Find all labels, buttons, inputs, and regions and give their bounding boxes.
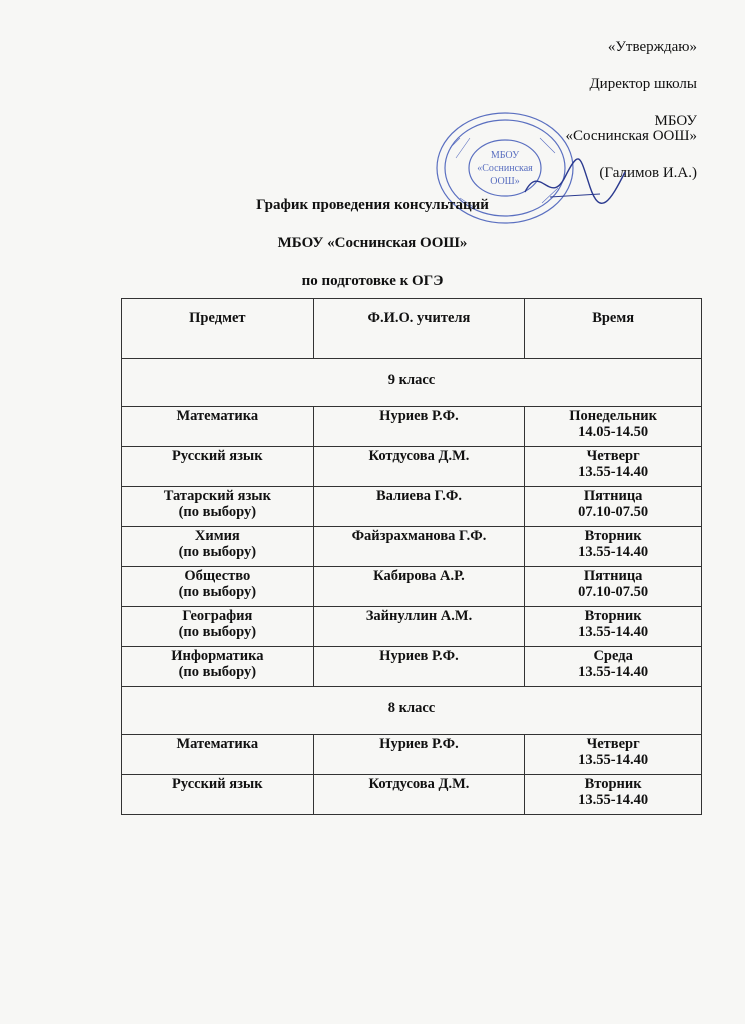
cell-time [525,567,702,607]
time-range: 13.55-14.40 [578,791,649,808]
approval-approve: «Утверждаю» [607,39,697,55]
cell-subject [122,487,314,527]
cell-subject [122,567,314,607]
cell-subject [122,527,314,567]
subject-line: География [182,608,253,624]
approval-school-line2: «Соснинская ООШ» [565,128,697,144]
time-day: Вторник [584,608,642,624]
time-range: 13.55-14.40 [578,623,649,640]
subject-line: Информатика [171,648,264,664]
stamp-text-1: МБОУ [490,150,520,161]
cell-teacher: Валиева Г.Ф. [313,487,525,527]
cell-subject [122,407,314,447]
cell-subject [122,775,314,815]
header-subject: Предмет [122,299,314,359]
time-day: Четверг [586,736,640,752]
title-line3: по подготовке к ОГЭ [301,273,444,289]
cell-teacher: Зайнуллин А.М. [313,607,525,647]
approval-school-line1: МБОУ [654,113,697,129]
stamp-text-3: ООШ» [490,176,520,187]
cell-teacher: Нуриев Р.Ф. [313,647,525,687]
table-row [122,567,702,607]
table-row [122,735,702,775]
title-line2: МБОУ «Соснинская ООШ» [277,235,468,251]
cell-time [525,775,702,815]
cell-time [525,735,702,775]
table-row [122,447,702,487]
time-day: Пятница [583,568,643,584]
subject-line: (по выбору) [178,583,257,600]
cell-time [525,487,702,527]
table-header-row [122,299,702,359]
cell-time [525,647,702,687]
section-row [122,687,702,735]
cell-subject [122,647,314,687]
document-title [0,197,745,311]
section-label: 8 класс [122,687,702,735]
cell-time [525,407,702,447]
table-row [122,775,702,815]
subject-line: Русский язык [172,776,263,792]
table-row [122,527,702,567]
subject-line: (по выбору) [178,663,257,680]
cell-subject [122,607,314,647]
title-line1: График проведения консультаций [256,197,489,213]
subject-line: Татарский язык [163,488,271,504]
approval-signature: (Галимов И.А.) [599,165,697,181]
cell-subject [122,735,314,775]
header-teacher: Ф.И.О. учителя [313,299,525,359]
time-range: 07.10-07.50 [578,503,649,520]
cell-time [525,447,702,487]
subject-line: Математика [176,408,259,424]
time-day: Вторник [584,528,642,544]
subject-line: Математика [176,736,259,752]
cell-time [525,527,702,567]
subject-line: Общество [184,568,251,584]
time-day: Понедельник [569,408,658,424]
cell-teacher: Котдусова Д.М. [313,447,525,487]
subject-line: Химия [194,528,240,544]
time-range: 13.55-14.40 [578,543,649,560]
time-range: 13.55-14.40 [578,463,649,480]
time-day: Четверг [586,448,640,464]
stamp-text-2: «Соснинская [477,163,533,174]
subject-line: (по выбору) [178,543,257,560]
cell-teacher: Кабирова А.Р. [313,567,525,607]
time-day: Вторник [584,776,642,792]
time-day: Пятница [583,488,643,504]
cell-time [525,607,702,647]
cell-teacher: Нуриев Р.Ф. [313,407,525,447]
time-range: 14.05-14.50 [578,423,649,440]
time-day: Среда [593,648,633,664]
time-range: 13.55-14.40 [578,663,649,680]
table-row [122,487,702,527]
table-row [122,647,702,687]
cell-teacher: Котдусова Д.М. [313,775,525,815]
subject-line: (по выбору) [178,503,257,520]
cell-teacher: Нуриев Р.Ф. [313,735,525,775]
section-label: 9 класс [122,359,702,407]
time-range: 07.10-07.50 [578,583,649,600]
schedule-table [121,298,702,815]
time-range: 13.55-14.40 [578,751,649,768]
table-row [122,407,702,447]
subject-line: Русский язык [172,448,263,464]
header-time: Время [525,299,702,359]
cell-teacher: Файзрахманова Г.Ф. [313,527,525,567]
cell-subject [122,447,314,487]
subject-line: (по выбору) [178,623,257,640]
section-row [122,359,702,407]
approval-position: Директор школы [589,76,697,92]
table-row [122,607,702,647]
